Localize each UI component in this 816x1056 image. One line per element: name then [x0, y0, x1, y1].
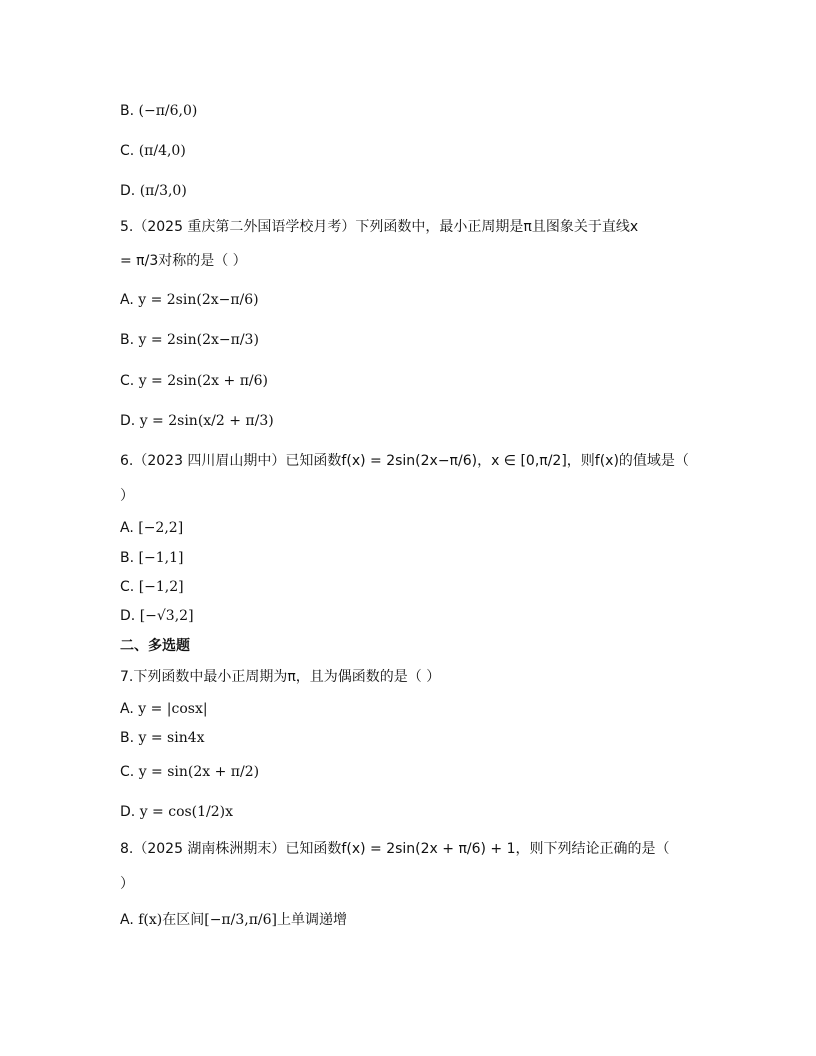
q5-stem-line1: 5.（2025 重庆第二外国语学校月考）下列函数中，最小正周期是π且图象关于直线x [120, 219, 639, 235]
option-math: [−√3,2] [139, 608, 194, 624]
q6-option-b [120, 548, 183, 568]
q6-stem-line1: 6.（2023 四川眉山期中）已知函数f(x) = 2sin(2x−π/6)，x ∈ [0,π/2]，则f(x)的值域是（ [120, 453, 689, 469]
option-label: A. [120, 701, 134, 717]
option-label: D. [120, 413, 136, 429]
option-label: C. [120, 764, 135, 780]
q6-option-c [120, 577, 184, 597]
section-title: 二、多选题 [120, 638, 190, 654]
option-label: A. [120, 912, 134, 928]
option-math: [−2,2] [138, 520, 184, 536]
option-label: C. [120, 143, 135, 159]
option-label: C. [120, 579, 135, 595]
option-math: y = 2sin(x/2 + π/3) [139, 413, 274, 429]
q8-stem-line1: 8.（2025 湖南株洲期末）已知函数f(x) = 2sin(2x + π/6) + 1，则下列结论正确的是（ [120, 841, 670, 857]
option-math: (π/3,0) [139, 183, 187, 199]
q7-option-d [120, 802, 233, 822]
option-label: B. [120, 332, 135, 348]
option-label: D. [120, 183, 136, 199]
option-math: y = cos(1/2)x [139, 804, 234, 820]
option-label: D. [120, 608, 136, 624]
q8-stem-line2: ） [120, 876, 134, 892]
q7-stem-line1: 7.下列函数中最小正周期为π，且为偶函数的是（ ） [120, 669, 441, 685]
option-label: A. [120, 520, 134, 536]
q6-stem-line2: ） [120, 488, 134, 504]
option-math: (−π/6,0) [138, 103, 198, 119]
q6-option-d [120, 606, 194, 626]
q7-option-b [120, 728, 205, 748]
option-math: y = sin4x [138, 730, 205, 746]
option-math: (π/4,0) [138, 143, 186, 159]
option-label: A. [120, 292, 134, 308]
option-label: B. [120, 103, 135, 119]
option-math: y = sin(2x + π/2) [138, 764, 260, 780]
option-math: y = 2sin(2x−π/6) [138, 292, 259, 308]
option-math: y = |cosx| [138, 701, 208, 717]
option-label: B. [120, 550, 135, 566]
q4-option-b [120, 101, 197, 121]
q5-stem-line2: = π/3对称的是（ ） [120, 253, 247, 269]
option-label: B. [120, 730, 135, 746]
q7-option-c [120, 762, 259, 782]
q6-option-a [120, 518, 183, 538]
q5-option-a [120, 290, 259, 310]
q4-option-d [120, 181, 187, 201]
q5-option-b [120, 330, 259, 350]
q8-option-a [120, 910, 347, 930]
option-math: [−1,2] [138, 579, 184, 595]
q5-option-d [120, 411, 274, 431]
option-math: f(x)在区间[−π/3,π/6]上单调递增 [138, 912, 347, 928]
option-math: y = 2sin(2x−π/3) [138, 332, 259, 348]
option-label: D. [120, 804, 136, 820]
q4-option-c [120, 141, 186, 161]
option-label: C. [120, 373, 135, 389]
option-math: [−1,1] [138, 550, 184, 566]
option-math: y = 2sin(2x + π/6) [138, 373, 268, 389]
q7-option-a [120, 699, 208, 719]
q5-option-c [120, 371, 268, 391]
